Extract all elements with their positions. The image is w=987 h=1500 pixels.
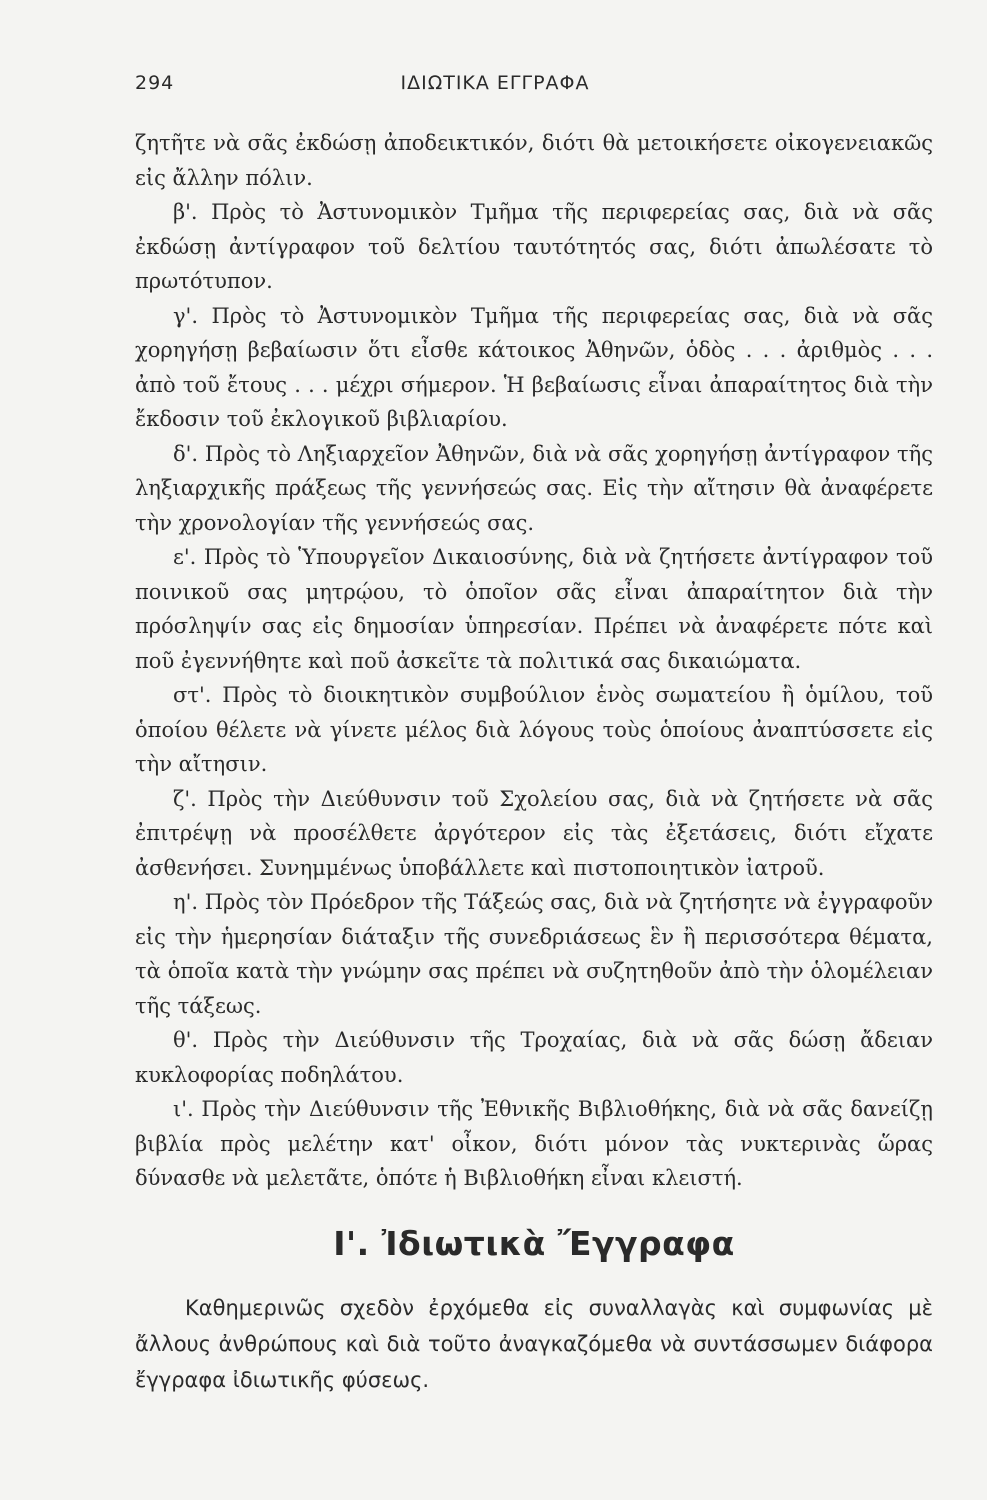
list-item-theta: θ'. Πρὸς τὴν Διεύθυνσιν τῆς Τροχαίας, διὰ νὰ σᾶς δώσῃ ἄδειαν κυκλοφορίας ποδηλάτου. (135, 1028, 933, 1087)
paragraph-continuation: ζητῆτε νὰ σᾶς ἐκδώσῃ ἀποδεικτικόν, διότι θὰ μετοικήσετε οἰκογενειακῶς εἰς ἄλλην πόλιν. (135, 131, 933, 190)
list-item-iota: ι'. Πρὸς τὴν Διεύθυνσιν τῆς Ἐθνικῆς Βιβλιοθήκης, διὰ νὰ σᾶς δανείζῃ βιβλία πρὸς μελέτην κατ' οἶκον, διότι μόνον τὰς νυκτερινὰς ὥρας δύνασθε νὰ μελετᾶτε, ὁπότε ἡ Βιβλιοθήκη εἶναι κλειστή. (135, 1097, 933, 1190)
section-heading: Ι'. Ἰδιωτικὰ Ἔγγραφα (333, 1224, 735, 1263)
section-body (135, 1290, 933, 1398)
list-item-zeta: ζ'. Πρὸς τὴν Διεύθυνσιν τοῦ Σχολείου σας, διὰ νὰ ζητήσετε νὰ σᾶς ἐπιτρέψῃ νὰ προσέλθετε ἀργότερον εἰς τὰς ἐξετάσεις, διότι εἴχατε ἀσθενήσει. Συνημμένως ὑποβάλλετε καὶ πιστοποιητικὸν ἰατροῦ. (135, 786, 933, 880)
list-item-beta: β'. Πρὸς τὸ Ἀστυνομικὸν Τμῆμα τῆς περιφερείας σας, διὰ νὰ σᾶς ἐκδώσῃ ἀντίγραφον τοῦ δελτίου ταυτότητός σας, διότι ἀπωλέσατε τὸ πρωτότυπον. (135, 200, 933, 293)
section-intro-paragraph: Καθημερινῶς σχεδὸν ἐρχόμεθα εἰς συναλλαγὰς καὶ συμφωνίας μὲ ἄλλους ἀνθρώπους καὶ διὰ τοῦτο ἀναγκαζόμεθα νὰ συντάσσωμεν διάφορα ἔγγραφα ἰδιωτικῆς φύσεως. (135, 1296, 933, 1392)
list-item-delta: δ'. Πρὸς τὸ Ληξιαρχεῖον Ἀθηνῶν, διὰ νὰ σᾶς χορηγήσῃ ἀντίγραφον τῆς ληξιαρχικῆς πράξεως τῆς γεννήσεώς σας. Εἰς τὴν αἴτησιν θὰ ἀναφέρετε τὴν χρονολογίαν τῆς γεννήσεώς σας. (135, 441, 933, 535)
page-number: 294 (135, 72, 175, 94)
list-item-eta: η'. Πρὸς τὸν Πρόεδρον τῆς Τάξεώς σας, διὰ νὰ ζητήσητε νὰ ἐγγραφοῦν εἰς τὴν ἡμερησίαν διάταξιν τῆς συνεδριάσεως ἓν ἢ περισσότερα θέματα, τὰ ὁποῖα κατὰ τὴν γνώμην σας πρέπει νὰ συζητηθοῦν ἀπὸ τὴν ὁλομέλειαν τῆς τάξεως. (135, 890, 933, 1018)
page-header (135, 72, 855, 102)
running-title: ΙΔΙΩΤΙΚΑ ΕΓΓΡΑΦΑ (400, 72, 590, 94)
list-item-epsilon: ε'. Πρὸς τὸ Ὑπουργεῖον Δικαιοσύνης, διὰ νὰ ζητήσετε ἀντίγραφον τοῦ ποινικοῦ σας μητρῴου, τὸ ὁποῖον σᾶς εἶναι ἀπαραίτητον διὰ τὴν πρόσληψίν σας εἰς δημοσίαν ὑπηρεσίαν. Πρέπει νὰ ἀναφέρετε πότε καὶ ποῦ ἐγεννήθητε καὶ ποῦ ἀσκεῖτε τὰ πολιτικά σας δικαιώματα. (135, 545, 933, 673)
list-item-stigma: στ'. Πρὸς τὸ διοικητικὸν συμβούλιον ἑνὸς σωματείου ἢ ὁμίλου, τοῦ ὁποίου θέλετε νὰ γίνετε μέλος διὰ λόγους τοὺς ὁποίους ἀναπτύσσετε εἰς τὴν αἴτησιν. (135, 683, 933, 776)
body-text (135, 126, 933, 1196)
list-item-gamma: γ'. Πρὸς τὸ Ἀστυνομικὸν Τμῆμα τῆς περιφερείας σας, διὰ νὰ σᾶς χορηγήσῃ βεβαίωσιν ὅτι εἶσθε κάτοικος Ἀθηνῶν, ὁδὸς . . . ἀριθμὸς . . . ἀπὸ τοῦ ἔτους . . . μέχρι σήμερον. Ἡ βεβαίωσις εἶναι ἀπαραίτητος διὰ τὴν ἔκδοσιν τοῦ ἐκλογικοῦ βιβλιαρίου. (135, 303, 933, 431)
